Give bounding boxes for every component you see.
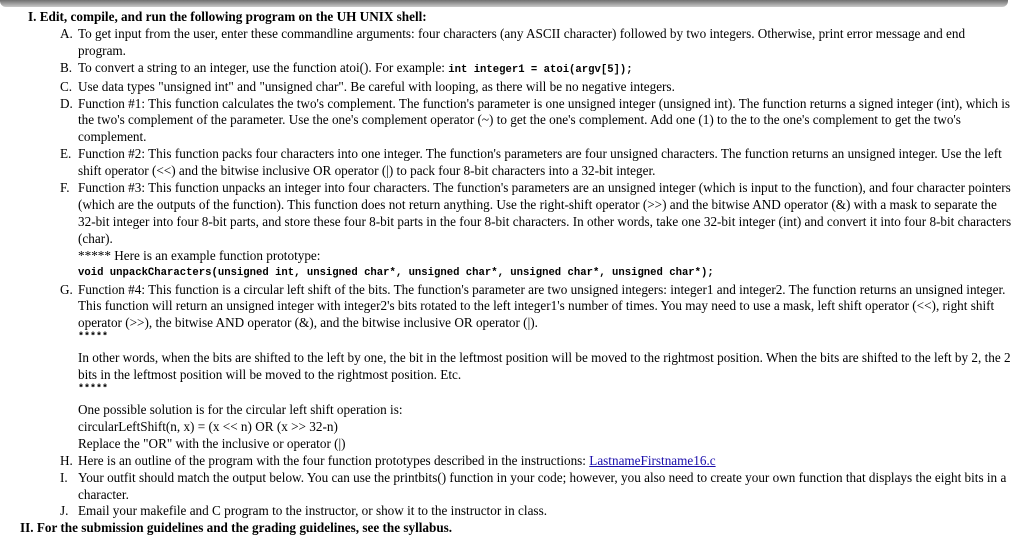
- item-i: [0, 470, 1020, 504]
- item-a-text: To get input from the user, enter these commandline arguments: four characters (any ASCII character) followed by two integers. Otherwise, print error message and end program.: [78, 25, 966, 58]
- item-c-text: Use data types "unsigned int" and "unsigned char". Be careful with looping, as there will be no negative integers.: [78, 78, 675, 94]
- section-1-heading: I. Edit, compile, and run the following program on the UH UNIX shell:: [28, 9, 427, 24]
- item-d-text: Function #1: This function calculates the two's complement. The function's parameter is one unsigned integer (unsigned int). The function returns a signed integer (int), which is the two's complement of the parameter. Use the one's complement operator (~) to get the one's complement. Add one (1) to the to the one's complement to get the two's complement.: [78, 95, 1011, 145]
- item-j: [0, 503, 1020, 520]
- item-j-text: Email your makefile and C program to the instructor, or show it to the instructor in class.: [78, 503, 547, 519]
- item-b-code: int integer1 = atoi(argv[5]);: [448, 63, 633, 76]
- item-f-label: F.: [60, 180, 70, 196]
- item-g-solution-formula: circularLeftShift(n, x) = (x << n) OR (x >> 32-n): [78, 418, 338, 434]
- item-g-stars-1: *****: [78, 332, 109, 344]
- item-e: [0, 146, 1020, 180]
- item-b-text: To convert a string to an integer, use the function atoi(). For example:: [78, 59, 449, 75]
- item-f-note: ***** Here is an example function prototype:: [78, 247, 321, 263]
- item-e-text: Function #2: This function packs four characters into one integer. The function's parameters are four unsigned characters. The function returns an unsigned integer. Use the left shift operator (<<) and the bitwise inclusive OR operator (|) to pack four 8-bit characters into a 32-bit integer.: [78, 146, 1002, 179]
- item-g-solution-note: Replace the "OR" with the inclusive or operator (|): [78, 435, 346, 451]
- item-c: [0, 79, 1020, 96]
- item-d: [0, 96, 1020, 147]
- item-h-label: H.: [60, 452, 73, 468]
- item-f-text: Function #3: This function unpacks an integer into four characters. The function's parameters are an unsigned integer (which is input to the function), and four character pointers (which are the outputs of the function). This function does not return anything. Use the right-shift operator (>>) and the bitwise AND operator (&) with a mask to separate the 32-bit integer into four 8-bit parts, and store these four 8-bit parts in the four 8-bit characters. In other words, take one 32-bit integer (int) and convert it into four 8-bit characters (char).: [78, 180, 1012, 246]
- item-g-text: Function #4: This function is a circular left shift of the bits. The function's parameter are two unsigned integers: integer1 and integer2. The function returns an unsigned integer. This function will return an unsigned integer with integer2's bits rotated to the left integer1's number of times. You may need to use a mask, left shift operator (<<), right shift operator (>>), the bitwise AND operator (&), and the bitwise inclusive OR operator (|).: [78, 281, 1006, 331]
- window-top-shadow: [0, 0, 1008, 7]
- item-g-solution-intro: One possible solution is for the circular left shift operation is:: [78, 402, 403, 418]
- item-b: [0, 60, 1020, 79]
- assignment-document: [0, 9, 1020, 537]
- item-g-label: G.: [60, 281, 73, 297]
- item-e-label: E.: [60, 146, 72, 162]
- item-c-label: C.: [60, 78, 73, 94]
- item-i-label: I.: [60, 469, 68, 485]
- item-j-label: J.: [60, 503, 69, 519]
- item-i-text: Your outfit should match the output below. You can use the printbits() function in your code; however, you also need to create your own function that displays the eight bits in a character.: [78, 469, 1007, 502]
- item-d-label: D.: [60, 95, 73, 111]
- item-g-stars-2: *****: [78, 384, 109, 396]
- item-g: [0, 282, 1020, 333]
- item-g-paragraph-2: In other words, when the bits are shifted to the left by one, the bit in the leftmost position will be moved to the rightmost position. When the bits are shifted to the left by 2, the 2 bits in the leftmost position will be moved to the rightmost position. Etc.: [78, 350, 1011, 383]
- item-h: [0, 453, 1020, 470]
- item-a-label: A.: [60, 25, 73, 41]
- item-a: [0, 26, 1020, 60]
- item-f-prototype-code: void unpackCharacters(unsigned int, unsigned char*, unsigned char*, unsigned char*, unsigned char*);: [78, 266, 714, 279]
- program-outline-link[interactable]: LastnameFirstname16.c: [589, 452, 716, 468]
- item-h-text: Here is an outline of the program with the four function prototypes described in the instructions:: [78, 452, 590, 468]
- item-b-label: B.: [60, 59, 73, 75]
- section-2-heading: II. For the submission guidelines and the grading guidelines, see the syllabus.: [20, 520, 453, 536]
- item-f: [0, 180, 1020, 248]
